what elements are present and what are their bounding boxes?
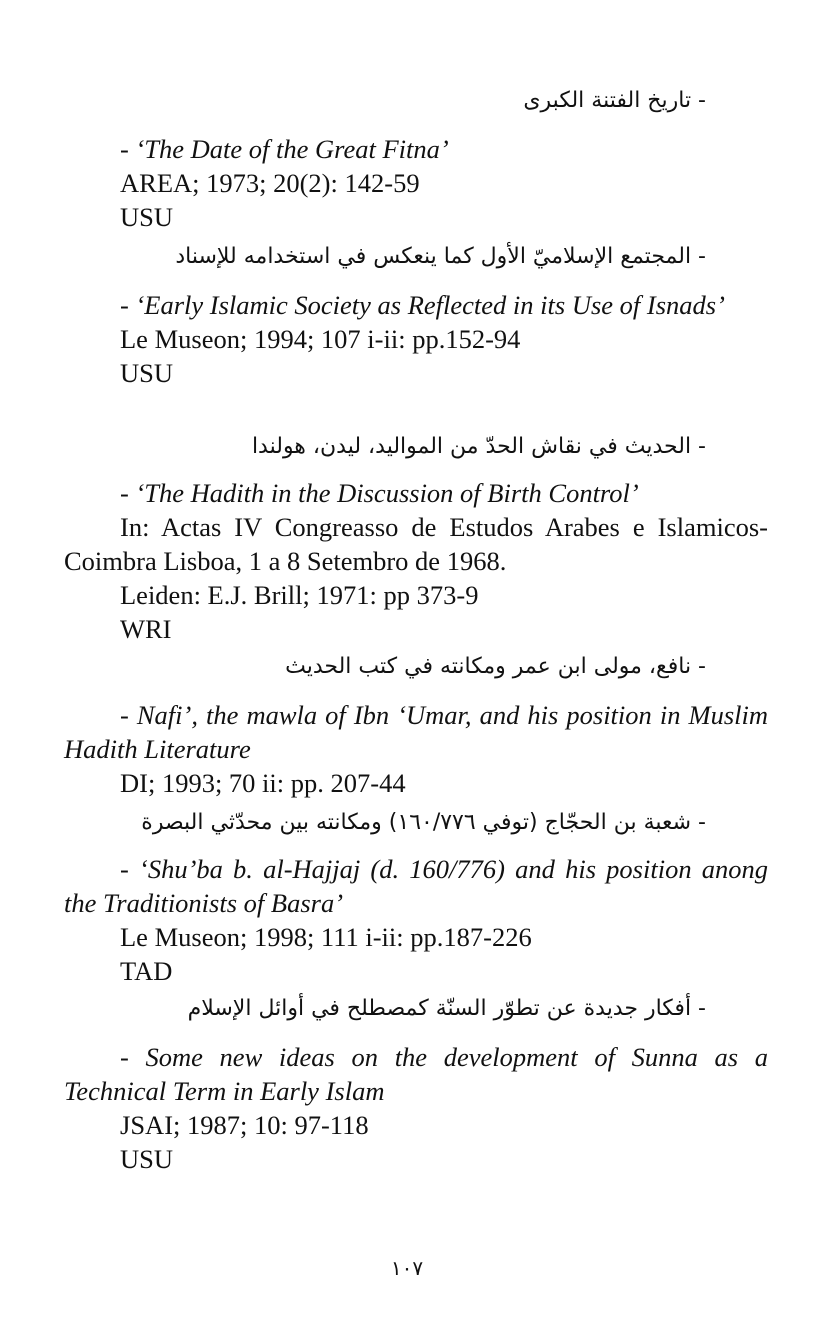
- entry-title: - Nafi’, the mawla of Ibn ‘Umar, and his position in Muslim Hadith Literature: [64, 700, 768, 764]
- library-code: USU: [120, 358, 174, 388]
- arabic-title: - تاريخ الفتنة الكبرى: [523, 88, 706, 113]
- citation-line: DI; 1993; 70 ii: pp. 207-44: [120, 768, 406, 798]
- arabic-title: - الحديث في نقاش الحدّ من المواليد، ليدن، هولندا: [251, 434, 706, 459]
- bibliography-entry: [64, 476, 768, 646]
- entry-title: - ‘The Date of the Great Fitna’: [120, 134, 449, 164]
- bibliography-entry: [64, 1040, 768, 1176]
- entry-title: - ‘Early Islamic Society as Reflected in its Use of Isnads’: [120, 290, 725, 320]
- bibliography-entry: [64, 698, 768, 800]
- citation-line: Le Museon; 1994; 107 i-ii: pp.152-94: [120, 324, 521, 354]
- library-code: TAD: [120, 956, 173, 986]
- citation-line: JSAI; 1987; 10: 97-118: [120, 1110, 369, 1140]
- citation-line: Le Museon; 1998; 111 i-ii: pp.187-226: [120, 922, 532, 952]
- citation-line: AREA; 1973; 20(2): 142-59: [120, 168, 420, 198]
- bibliography-entry: [64, 852, 768, 988]
- library-code: USU: [120, 202, 174, 232]
- bibliography-entry: [64, 132, 768, 234]
- page-number: ١٠٧: [390, 1256, 424, 1280]
- conference-citation: In: Actas IV Congreasso de Estudos Arabes e Islamicos-Coimbra Lisboa, 1 a 8 Setembro de 1968.: [64, 512, 768, 576]
- arabic-title: - أفكار جديدة عن تطوّر السنّة كمصطلح في أوائل الإسلام: [187, 996, 706, 1021]
- citation-line: Leiden: E.J. Brill; 1971: pp 373-9: [120, 580, 479, 610]
- entry-title: - ‘The Hadith in the Discussion of Birth Control’: [120, 478, 639, 508]
- arabic-title: - المجتمع الإسلاميّ الأول كما ينعكس في استخدامه للإسناد: [175, 244, 706, 269]
- library-code: WRI: [120, 614, 172, 644]
- arabic-title: - شعبة بن الحجّاج (توفي ١٦٠/٧٧٦) ومكانته بين محدّثي البصرة: [141, 810, 706, 835]
- library-code: USU: [120, 1144, 174, 1174]
- entry-title: - Some new ideas on the development of Sunna as a Technical Term in Early Islam: [64, 1042, 768, 1106]
- arabic-title: - نافع، مولى ابن عمر ومكانته في كتب الحديث: [285, 654, 706, 679]
- bibliography-entry: [64, 288, 768, 390]
- entry-title: - ‘Shu’ba b. al-Hajjaj (d. 160/776) and his position anong the Traditionists of Basra’: [64, 854, 768, 918]
